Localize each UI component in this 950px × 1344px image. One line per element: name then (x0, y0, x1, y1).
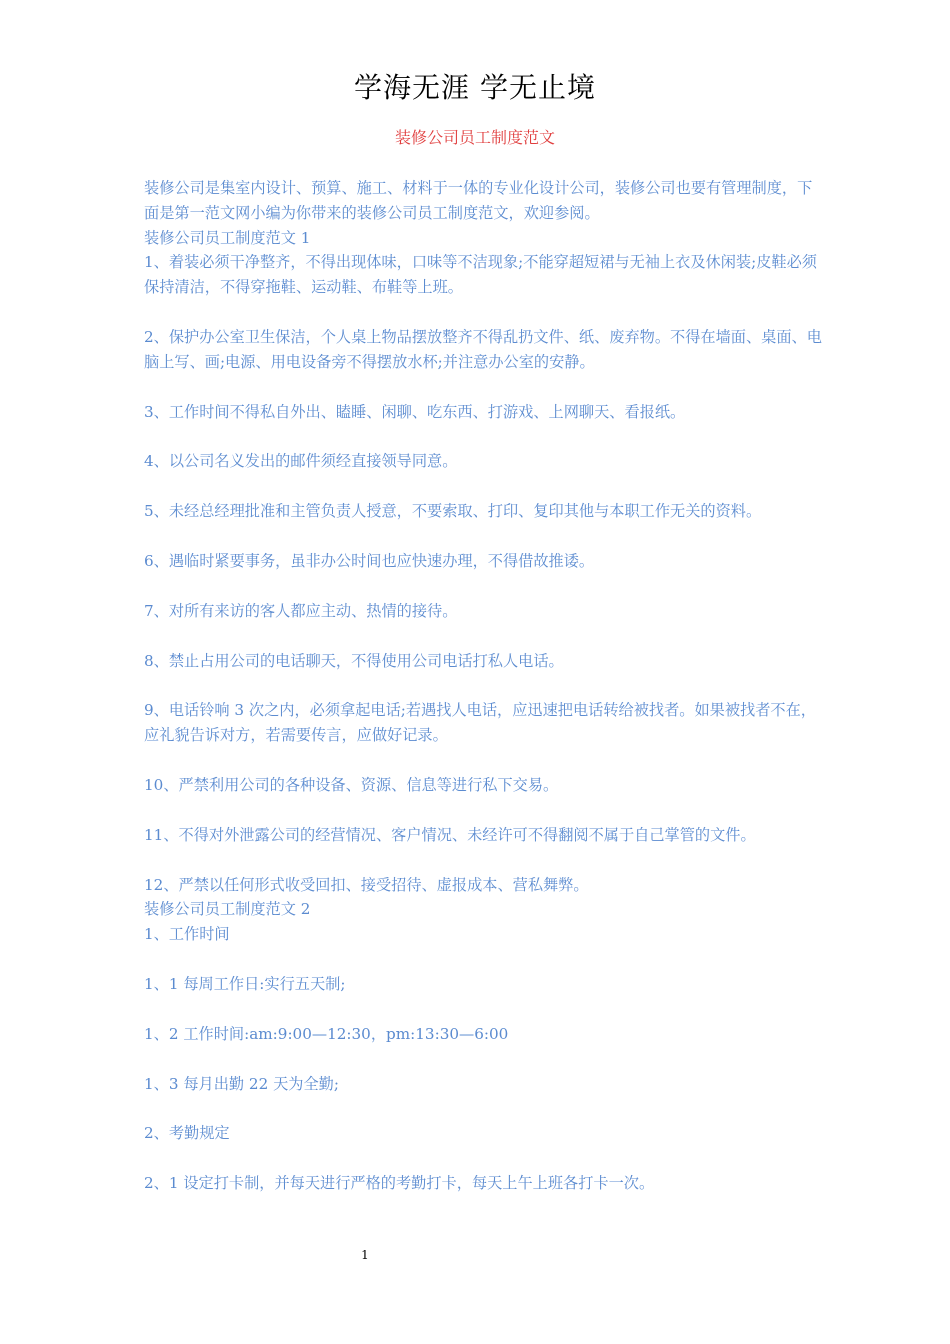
attendance-item-1: 2、1 设定打卡制，并每天进行严格的考勤打卡，每天上午上班各打卡一次。 (144, 1174, 655, 1193)
subsection-work-hours: 1、工作时间 (144, 925, 230, 944)
header-title: 学海无涯 学无止境 (354, 71, 596, 104)
section-heading-2: 装修公司员工制度范文 2 (144, 900, 311, 919)
section-heading-1: 装修公司员工制度范文 1 (144, 228, 311, 247)
intro-paragraph: 装修公司是集室内设计、预算、施工、材料于一体的专业化设计公司，装修公司也要有管理制度，下面是第一范文网小编为你带来的装修公司员工制度范文，欢迎参阅。 (144, 179, 813, 222)
rule-item-12: 12、严禁以任何形式收受回扣、接受招待、虚报成本、营私舞弊。 (144, 875, 589, 894)
rule-item-10: 10、严禁利用公司的各种设备、资源、信息等进行私下交易。 (144, 775, 559, 794)
rule-item-5: 5、未经总经理批准和主管负责人授意，不要索取、打印、复印其他与本职工作无关的资料。 (144, 502, 762, 521)
rule-item-4: 4、以公司名义发出的邮件须经直接领导同意。 (144, 452, 458, 471)
rule-item-7: 7、对所有来访的客人都应主动、热情的接待。 (144, 601, 458, 620)
rule-item-6: 6、遇临时紧要事务，虽非办公时间也应快速办理，不得借故推诿。 (144, 551, 595, 570)
work-hours-item-2: 1、2 工作时间:am:9:00—12:30，pm:13:30—6:00 (144, 1024, 509, 1043)
rule-item-11: 11、不得对外泄露公司的经营情况、客户情况、未经许可不得翻阅不属于自己掌管的文件。 (144, 825, 756, 844)
subsection-attendance: 2、考勤规定 (144, 1124, 230, 1143)
document-body (144, 176, 824, 1196)
rule-item-3: 3、工作时间不得私自外出、瞌睡、闲聊、吃东西、打游戏、上网聊天、看报纸。 (144, 402, 686, 421)
rule-item-2: 2、保护办公室卫生保洁，个人桌上物品摆放整齐不得乱扔文件、纸、废弃物。不得在墙面、桌面、电脑上写、画;电源、用电设备旁不得摆放水杯;并注意办公室的安静。 (144, 327, 822, 371)
page-number: 1 (361, 1248, 369, 1262)
rule-item-9: 9、电话铃响 3 次之内，必须拿起电话;若遇找人电话，应迅速把电话转给被找者。如果被找者不在，应礼貌告诉对方，若需要传言，应做好记录。 (144, 701, 816, 745)
document-title: 装修公司员工制度范文 (394, 128, 555, 147)
rule-item-8: 8、禁止占用公司的电话聊天，不得使用公司电话打私人电话。 (144, 651, 564, 670)
rule-item-1: 1、着装必须干净整齐，不得出现体味，口味等不洁现象;不能穿超短裙与无袖上衣及休闲装;皮鞋必须保持清洁，不得穿拖鞋、运动鞋、布鞋等上班。 (144, 253, 817, 297)
work-hours-item-3: 1、3 每月出勤 22 天为全勤; (144, 1074, 339, 1093)
work-hours-item-1: 1、1 每周工作日:实行五天制; (144, 974, 346, 993)
